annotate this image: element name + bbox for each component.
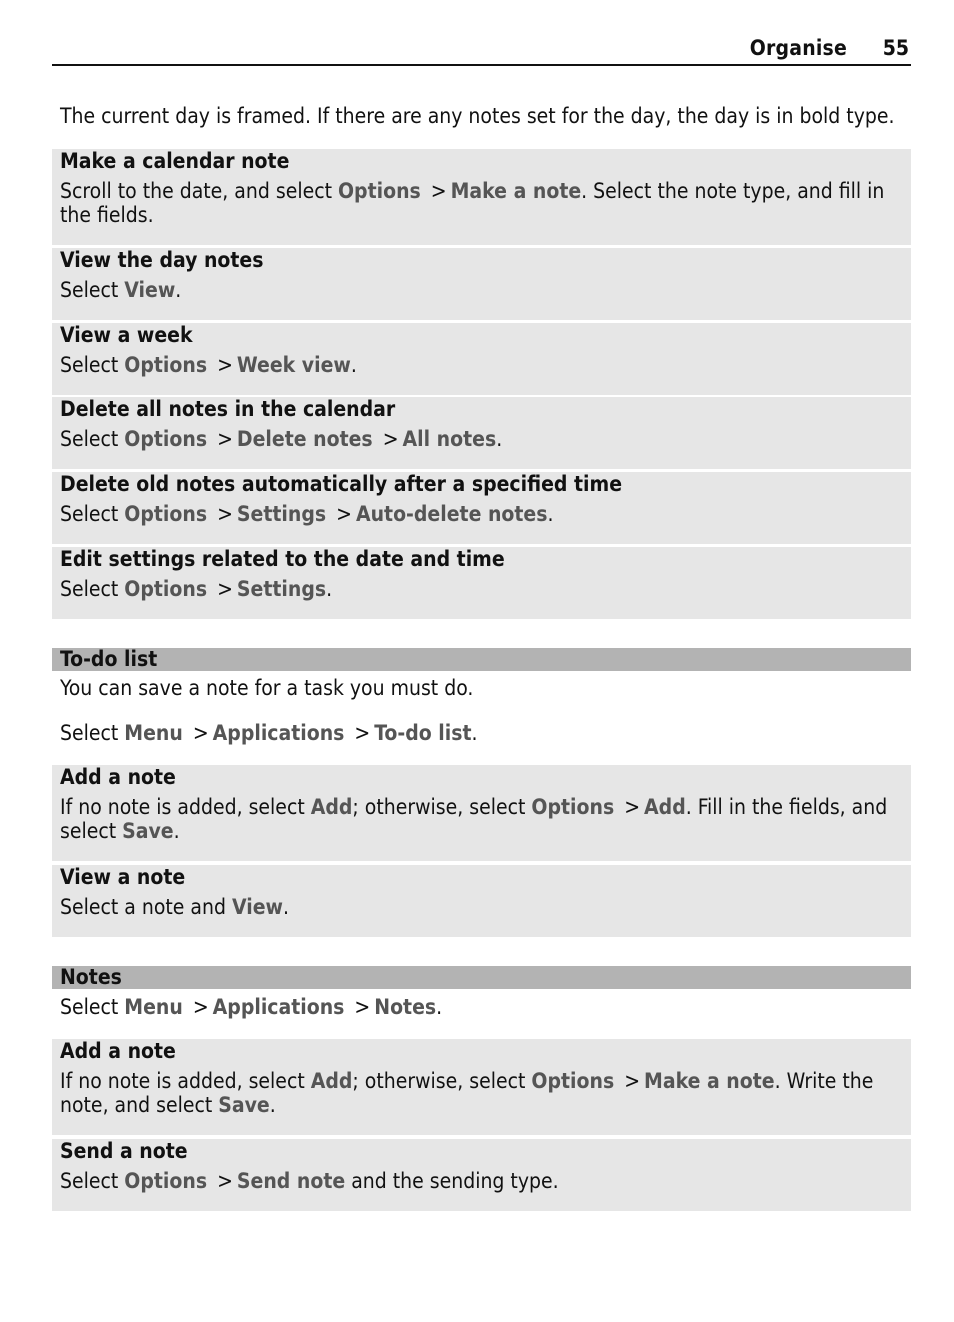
tip-title: Make a calendar note [60,149,290,173]
section-heading-todo [52,648,911,671]
menu-keyword: Applications [212,721,345,745]
menu-keyword: Options [531,1069,615,1093]
tip-box-date-time-settings [52,547,911,619]
menu-keyword: Add [310,1069,353,1093]
menu-keyword: View [231,895,283,919]
tip-box-auto-delete-notes [52,472,911,544]
menu-keyword: Settings [236,502,327,526]
menu-keyword: To-do list [374,721,472,745]
notes-menu-path: Select Menu > Applications > Notes. [60,995,443,1019]
chapter-title: Organise [749,36,847,60]
menu-keyword: Settings [236,577,327,601]
tip-box-make-calendar-note [52,149,911,245]
menu-keyword: View [124,278,176,302]
tip-body: Select View. [60,278,182,302]
section-title: To-do list [60,647,158,671]
menu-keyword: Applications [212,995,345,1019]
page-header [52,36,911,66]
tip-body: Select Options > Delete notes > All notes. [60,427,503,451]
menu-keyword: Save [122,819,174,843]
tip-box-todo-view-note [52,865,911,937]
menu-keyword: Notes [374,995,437,1019]
tip-title: Add a note [60,1039,176,1063]
menu-keyword: Options [124,427,208,451]
tip-title: View a week [60,323,193,347]
menu-keyword: Menu [124,721,183,745]
tip-title: Delete old notes automatically after a specified time [60,472,623,496]
intro-paragraph: The current day is framed. If there are any notes set for the day, the day is in bold type. [60,104,895,128]
menu-keyword: Make a note [450,179,582,203]
menu-keyword: Options [531,795,615,819]
section-title: Notes [60,965,122,989]
tip-box-view-week [52,323,911,395]
menu-keyword: Save [218,1093,270,1117]
menu-keyword: Menu [124,995,183,1019]
tip-title: Delete all notes in the calendar [60,397,396,421]
tip-title: View a note [60,865,186,889]
tip-box-notes-add-note [52,1039,911,1135]
tip-box-todo-add-note [52,765,911,861]
menu-keyword: Week view [236,353,351,377]
tip-body: If no note is added, select Add; otherwise, select Options > Add. Fill in the fields, and select Save. [60,795,888,843]
tip-box-delete-all-notes [52,397,911,469]
menu-keyword: All notes [402,427,497,451]
tip-body: Scroll to the date, and select Options > Make a note. Select the note type, and fill in the fields. [60,179,885,227]
menu-keyword: Options [124,353,208,377]
tip-body: Select Options > Week view. [60,353,357,377]
tip-body: Select a note and View. [60,895,289,919]
tip-title: Edit settings related to the date and time [60,547,505,571]
menu-keyword: Send note [236,1169,346,1193]
section-heading-notes [52,966,911,989]
tip-body: Select Options > Send note and the sending type. [60,1169,559,1193]
menu-keyword: Options [124,577,208,601]
tip-body: If no note is added, select Add; otherwise, select Options > Make a note. Write the note, and select Save. [60,1069,874,1117]
menu-keyword: Options [124,1169,208,1193]
tip-body: Select Options > Settings > Auto-delete notes. [60,502,554,526]
todo-intro: You can save a note for a task you must do. [60,676,474,700]
todo-menu-path: Select Menu > Applications > To-do list. [60,721,478,745]
menu-keyword: Add [310,795,353,819]
tip-title: Add a note [60,765,176,789]
menu-keyword: Make a note [644,1069,775,1093]
menu-keyword: Options [124,502,208,526]
menu-keyword: Auto-delete notes [355,502,548,526]
menu-keyword: Add [644,795,686,819]
tip-title: Send a note [60,1139,188,1163]
tip-box-notes-send-note [52,1139,911,1211]
tip-box-view-day-notes [52,248,911,320]
menu-keyword: Options [338,179,421,203]
tip-title: View the day notes [60,248,264,272]
menu-keyword: Delete notes [236,427,373,451]
page-number: 55 [882,36,909,60]
tip-body: Select Options > Settings. [60,577,333,601]
